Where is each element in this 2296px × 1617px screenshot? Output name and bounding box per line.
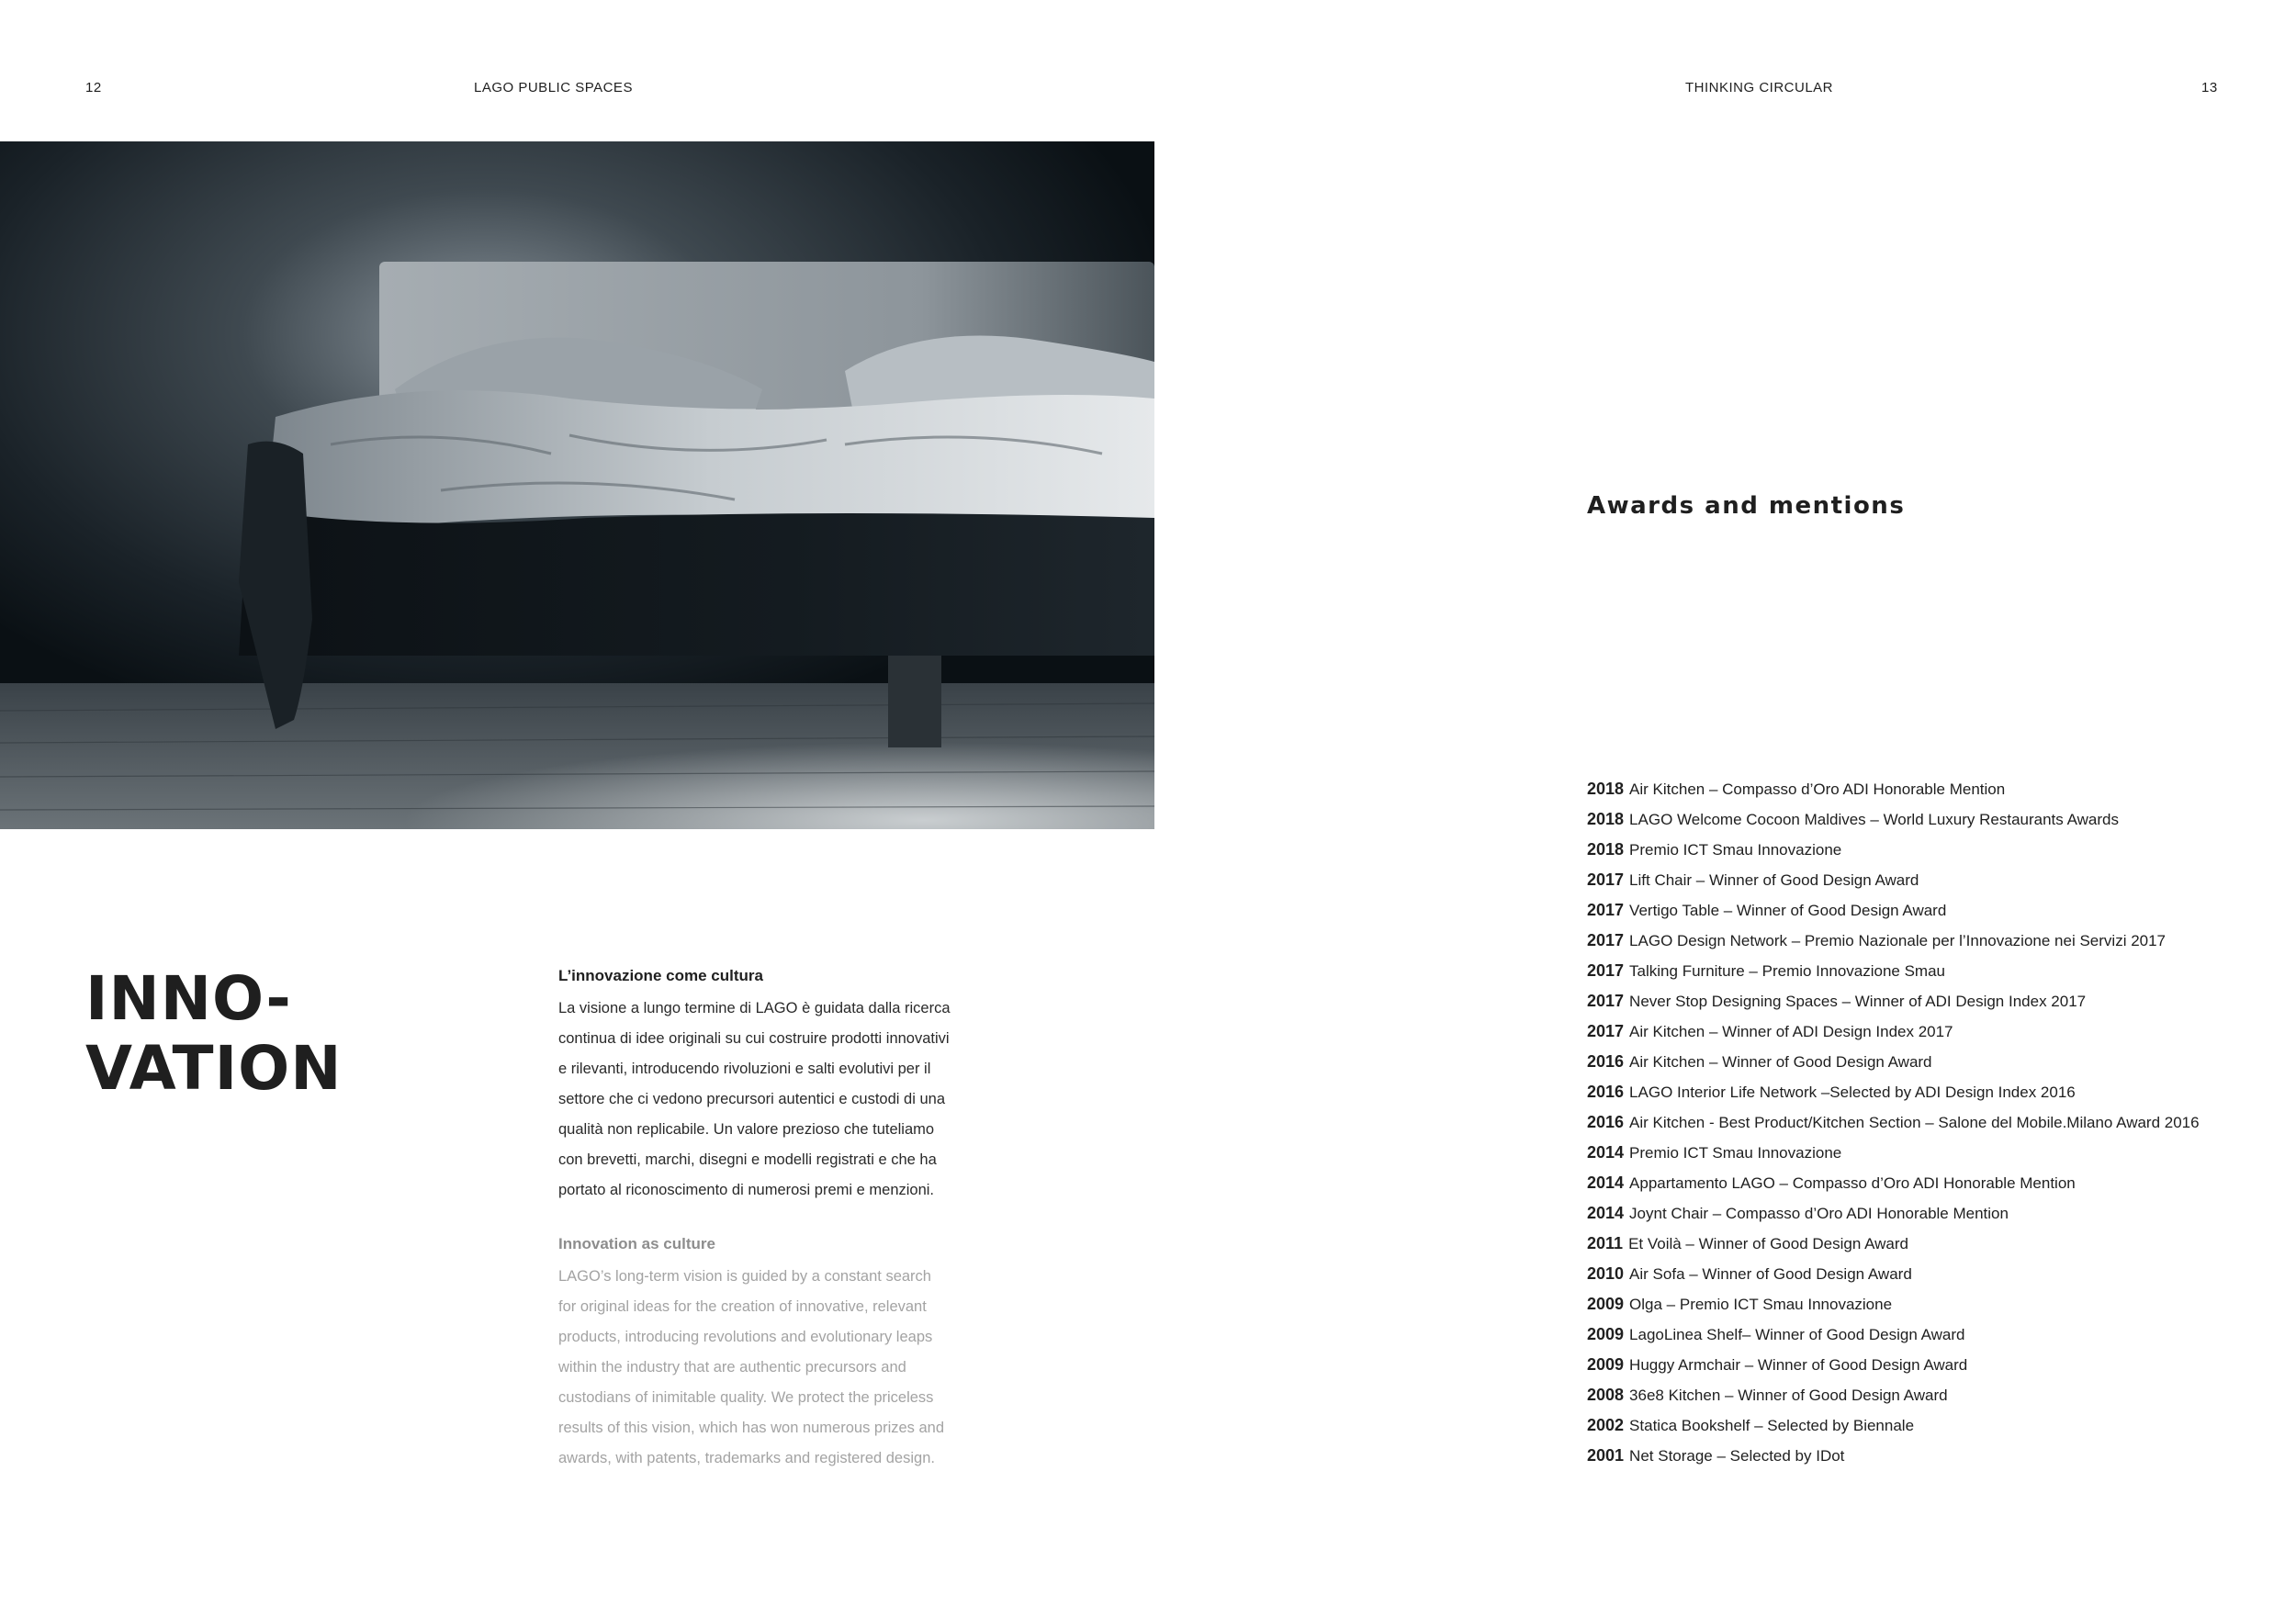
award-text: Air Sofa – Winner of Good Design Award [1629, 1265, 1912, 1283]
award-item [1587, 1047, 2248, 1077]
english-line: within the industry that are authentic precursors and [558, 1359, 906, 1376]
award-year: 2014 [1587, 1204, 1625, 1222]
innovation-title [85, 964, 453, 1104]
english-line: custodians of inimitable quality. We protect the priceless [558, 1389, 934, 1406]
award-item [1587, 1016, 2248, 1047]
title-line-2: VATION [85, 1033, 343, 1104]
award-item [1587, 1380, 2248, 1410]
award-item [1587, 956, 2248, 986]
award-text: Et Voilà – Winner of Good Design Award [1628, 1235, 1908, 1252]
award-year: 2017 [1587, 901, 1625, 919]
award-text: LAGO Interior Life Network –Selected by ADI Design Index 2016 [1629, 1084, 2076, 1101]
award-item [1587, 865, 2248, 895]
award-item [1587, 1168, 2248, 1198]
award-year: 2017 [1587, 992, 1625, 1010]
award-item [1587, 804, 2248, 835]
award-item [1587, 1319, 2248, 1350]
award-text: Vertigo Table – Winner of Good Design Award [1629, 902, 1947, 919]
award-year: 2016 [1587, 1113, 1625, 1131]
english-line: awards, with patents, trademarks and registered design. [558, 1450, 935, 1466]
award-text: Statica Bookshelf – Selected by Biennale [1629, 1417, 1915, 1434]
award-item [1587, 1259, 2248, 1289]
award-year: 2002 [1587, 1416, 1625, 1434]
award-item [1587, 1107, 2248, 1138]
award-text: LAGO Welcome Cocoon Maldives – World Luxury Restaurants Awards [1629, 811, 2119, 828]
award-year: 2018 [1587, 810, 1625, 828]
award-text: Air Kitchen – Compasso d’Oro ADI Honorable Mention [1629, 780, 2006, 798]
award-year: 2009 [1587, 1295, 1625, 1313]
award-year: 2016 [1587, 1083, 1625, 1101]
italian-line: con brevetti, marchi, disegni e modelli registrati e che ha [558, 1151, 937, 1168]
award-text: Huggy Armchair – Winner of Good Design Award [1629, 1356, 1968, 1374]
left-page-number: 12 [85, 80, 102, 95]
title-line-1: INNO- [85, 963, 292, 1034]
award-year: 2011 [1587, 1234, 1624, 1252]
award-item [1587, 926, 2248, 956]
award-item [1587, 895, 2248, 926]
award-year: 2009 [1587, 1355, 1625, 1374]
award-text: 36e8 Kitchen – Winner of Good Design Award [1629, 1387, 1948, 1404]
award-text: Premio ICT Smau Innovazione [1629, 1144, 1842, 1162]
left-section-title: LAGO PUBLIC SPACES [474, 80, 633, 95]
italian-heading: L’innovazione come cultura [558, 967, 763, 984]
bed-photo [0, 141, 1154, 829]
awards-title: Awards and mentions [1587, 492, 1906, 520]
award-text: Air Kitchen - Best Product/Kitchen Section – Salone del Mobile.Milano Award 2016 [1629, 1114, 2200, 1131]
award-year: 2017 [1587, 1022, 1625, 1040]
english-line: LAGO’s long-term vision is guided by a constant search [558, 1268, 931, 1285]
award-item [1587, 1441, 2248, 1471]
award-year: 2017 [1587, 931, 1625, 949]
award-item [1587, 1077, 2248, 1107]
award-text: Air Kitchen – Winner of Good Design Award [1629, 1053, 1932, 1071]
award-item [1587, 835, 2248, 865]
italian-line: settore che ci vedono precursori autentici e custodi di una [558, 1091, 945, 1107]
award-item [1587, 986, 2248, 1016]
award-item [1587, 1138, 2248, 1168]
award-text: Joynt Chair – Compasso d’Oro ADI Honorable Mention [1629, 1205, 2009, 1222]
award-year: 2008 [1587, 1386, 1625, 1404]
award-year: 2001 [1587, 1446, 1625, 1465]
right-page-number: 13 [2201, 80, 2218, 95]
award-year: 2018 [1587, 840, 1625, 859]
award-year: 2014 [1587, 1143, 1625, 1162]
award-year: 2017 [1587, 961, 1625, 980]
italian-line: e rilevanti, introducendo rivoluzioni e salti evolutivi per il [558, 1061, 931, 1077]
italian-line: qualità non replicabile. Un valore prezioso che tuteliamo [558, 1121, 935, 1138]
italian-line: La visione a lungo termine di LAGO è guidata dalla ricerca [558, 1000, 951, 1016]
award-year: 2018 [1587, 780, 1625, 798]
english-paragraph [558, 1262, 1008, 1474]
award-year: 2014 [1587, 1173, 1625, 1192]
award-year: 2010 [1587, 1264, 1625, 1283]
english-line: results of this vision, which has won numerous prizes and [558, 1420, 945, 1436]
award-item [1587, 1289, 2248, 1319]
award-item [1587, 1410, 2248, 1441]
award-year: 2009 [1587, 1325, 1625, 1343]
award-text: LAGO Design Network – Premio Nazionale per l’Innovazione nei Servizi 2017 [1629, 932, 2167, 949]
award-year: 2016 [1587, 1052, 1625, 1071]
award-text: LagoLinea Shelf– Winner of Good Design Award [1629, 1326, 1965, 1343]
award-item [1587, 1198, 2248, 1229]
award-text: Olga – Premio ICT Smau Innovazione [1629, 1296, 1893, 1313]
italian-paragraph [558, 994, 1008, 1206]
award-text: Air Kitchen – Winner of ADI Design Index 2017 [1629, 1023, 1953, 1040]
italian-line: continua di idee originali su cui costruire prodotti innovativi [558, 1030, 950, 1047]
award-text: Never Stop Designing Spaces – Winner of ADI Design Index 2017 [1629, 993, 2087, 1010]
award-year: 2017 [1587, 870, 1625, 889]
english-heading: Innovation as culture [558, 1235, 715, 1252]
right-section-title: THINKING CIRCULAR [1685, 80, 1834, 95]
english-line: products, introducing revolutions and evolutionary leaps [558, 1329, 933, 1345]
award-item [1587, 774, 2248, 804]
award-text: Appartamento LAGO – Compasso d’Oro ADI Honorable Mention [1629, 1174, 2076, 1192]
italian-line: portato al riconoscimento di numerosi premi e menzioni. [558, 1182, 935, 1198]
award-text: Net Storage – Selected by IDot [1629, 1447, 1845, 1465]
award-text: Lift Chair – Winner of Good Design Award [1629, 871, 1919, 889]
award-text: Premio ICT Smau Innovazione [1629, 841, 1842, 859]
english-line: for original ideas for the creation of innovative, relevant [558, 1298, 927, 1315]
award-text: Talking Furniture – Premio Innovazione Smau [1629, 962, 1945, 980]
award-item [1587, 1350, 2248, 1380]
award-item [1587, 1229, 2248, 1259]
awards-list [1587, 774, 2248, 1471]
